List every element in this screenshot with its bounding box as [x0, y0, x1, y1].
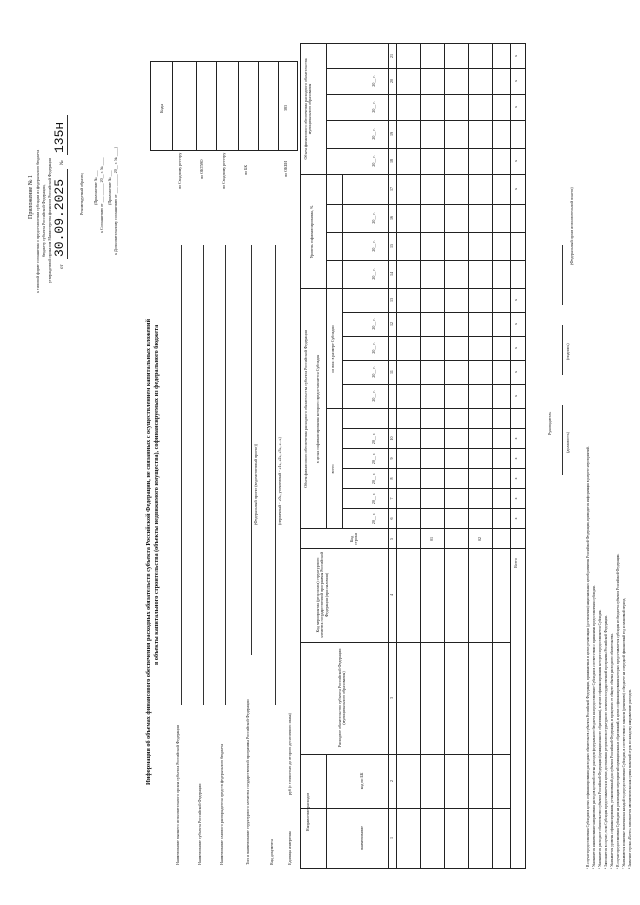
year-label: 20__ г.: [371, 472, 376, 485]
code-label-okei: по ОКЕИ: [283, 160, 288, 177]
unit-hint: руб (с точностью до второго десятичного знака): [287, 713, 292, 795]
order-no-label: №: [60, 160, 65, 165]
order-date: 30.09.2025: [52, 178, 67, 257]
footnote: ⁸ Значение строки «Всего» заполняется автоматически как сумма значений строк по каждому направлению расходов.: [628, 689, 632, 869]
form-title-line-1: Информация об объемах финансового обеспечения расходных обязательств субъекта Российской Федерации, не связанных с осуществлением капитальных вложений: [145, 318, 152, 785]
x-mark: x: [513, 395, 518, 397]
appendix-line-3: утвержденной приказом Министерства финансов Российской Федерации: [47, 158, 52, 283]
col-number: 17: [389, 187, 394, 191]
col-obligation: Расходное обязательство субъекта Российской Федерации (муниципального образования): [337, 648, 347, 748]
footnote: ⁷ Указываются плановые значения на каждый год предоставления Субсидии, в соответствии с законом (решением) о бюджете на очередной финансовый год и плановый период.: [622, 597, 626, 869]
code-label-oktmo: по ОКТМО: [199, 159, 204, 179]
field-label-subject: Наименование субъекта Российской Федерации: [197, 783, 202, 865]
col-including: в целях софинансирования которого предоставляется Субсидия: [315, 354, 320, 464]
field-label-exec-body: Наименование высшего исполнительного органа субъекта Российской Федерации: [175, 725, 180, 865]
col-subsidy: из них: в размере Субсидии: [330, 325, 335, 373]
col-program: Код мероприятия (результата) структурного элемента государственной программы Российской Федерации (при наличии): [315, 552, 329, 638]
x-mark: x: [513, 299, 518, 301]
form-title-line-2: в объекты капитального строительства (объекты недвижимого имущества), софинансируемых из федерального бюджета: [153, 324, 160, 665]
field-line-doc-type: [275, 245, 276, 705]
year-label: 20__ г.: [371, 212, 376, 224]
field-label-doc-type: Вид документа: [269, 839, 274, 865]
year-label: 20__ г.: [371, 101, 376, 113]
col-number: 1: [389, 837, 394, 839]
x-mark: x: [513, 160, 518, 162]
col-number: 20: [389, 79, 394, 83]
x-mark: x: [513, 457, 518, 460]
agreement-line: к Соглашению от ___ ______ 20__ г. № ____: [99, 157, 104, 233]
year-label: 20__ г.: [371, 240, 376, 252]
col-number: 16: [389, 216, 394, 220]
appendix-to-2: (Приложение № ___: [107, 170, 112, 205]
footnote: ² Указывается наименование направления расходов целевой статьи расходов федерального бюджета на предоставление Субсидии в соответствии с правилами предоставления субсидии.: [592, 585, 596, 869]
col-name: наименование: [359, 825, 364, 851]
year-label: 20__ г.: [371, 128, 376, 140]
row-code: 01: [429, 537, 434, 541]
col-number: 2: [389, 780, 394, 782]
appendix-to: (Приложение № ___: [93, 170, 98, 205]
col-number: 4: [389, 594, 394, 596]
col-number: 8: [389, 477, 394, 480]
col-number: 18: [389, 159, 394, 163]
footnote: ¹ В случае предоставления Субсидии в целях софинансирования расходных обязательств субъекта Российской Федерации, принимаемых в целях реализации (достижения) национальных целей развития Российской Федерации, приводится информация в разрезе мероприятий.: [586, 446, 590, 869]
x-mark: x: [513, 437, 518, 440]
footnote: ⁵ Указывается уровень софинансирования, установленный для субъекта Российской Федерации, в процентах от общего объема расходного обязательства.: [610, 633, 614, 869]
col-number: 3: [389, 697, 394, 699]
year-label: 20__ г.: [371, 432, 376, 445]
field-label-unit: Единица измерения: [287, 831, 292, 865]
x-mark: x: [513, 80, 518, 82]
leader-label: Руководитель: [547, 411, 552, 435]
addl-agreement-line: к Дополнительному соглашению от ___ ______ 20__ г. № ____): [113, 146, 118, 255]
field-label-program-element: Тип и наименование структурного элемента государственной программы Российской Федерации: [245, 699, 250, 865]
x-mark: x: [513, 477, 518, 480]
col-code-bk: код по БК: [359, 772, 364, 790]
year-label: 20__ г.: [371, 366, 376, 378]
col-number: 10: [389, 436, 394, 441]
year-label: 20__ г.: [371, 342, 376, 354]
code-label-bk: по БК: [243, 164, 248, 175]
appendix-line-2: бюджету субъекта Российской Федерации,: [41, 184, 46, 257]
col-number: 11: [389, 370, 394, 374]
code-label-registry: по Сводному реестру: [177, 152, 182, 189]
year-label: 20__ г.: [371, 452, 376, 465]
col-total-block: Объем финансового обеспечения расходного обязательства субъекта Российской Федерации: [303, 330, 308, 488]
appendix-title: Приложение № 1: [28, 175, 34, 219]
col-number: 9: [389, 457, 394, 460]
col-number: 21: [389, 54, 394, 58]
row-code: 02: [477, 537, 482, 541]
x-mark: x: [513, 55, 518, 57]
x-mark: x: [513, 323, 518, 325]
program-hint: (Федеральный проект (ведомственный проект)): [253, 443, 258, 525]
code-label-registry-2: по Сводному реестру: [221, 152, 226, 189]
col-number: 19: [389, 132, 394, 136]
x-mark: x: [513, 347, 518, 349]
codes-header: Коды: [159, 103, 164, 113]
x-mark: x: [513, 517, 518, 520]
x-mark: x: [513, 106, 518, 108]
field-line-subject: [203, 245, 204, 705]
col-own-funds: Объем финансового обеспечения расходного обязательства муниципального образования: [303, 58, 313, 160]
footnote: ⁶ В случае предоставления Субсидии на реализацию мероприятий муниципальных образований, в целях софинансирования которых предоставляется субсидия из бюджета субъекта Российской Федерации.: [616, 553, 620, 869]
col-number: 13: [389, 298, 394, 302]
field-line-main-manager: [225, 245, 226, 705]
field-label-main-manager: Наименование главного распорядителя средств федерального бюджета: [219, 743, 224, 865]
col-direction: Направление расходов: [305, 792, 310, 832]
appendix-line-1: к типовой форме соглашения о предоставлении субсидии из федерального бюджета: [35, 149, 40, 293]
position-label: (должность): [565, 432, 570, 453]
x-mark: x: [513, 497, 518, 500]
year-label: 20__ г.: [371, 318, 376, 330]
year-label: 20__ г.: [371, 492, 376, 505]
field-line-exec-body: [181, 245, 182, 705]
col-number: 15: [389, 244, 394, 248]
order-prefix: от: [60, 264, 65, 269]
signature-label: (подпись): [565, 343, 570, 360]
year-label: 20__ г.: [371, 512, 376, 525]
code-value-okei: 383: [283, 105, 288, 111]
x-mark: x: [513, 371, 518, 373]
col-line-code: Код строки: [349, 533, 359, 545]
year-label: 20__ г.: [371, 390, 376, 402]
col-total: всего: [330, 464, 335, 474]
official-hint: (Федеральный орган исполнительной власти): [569, 187, 574, 265]
field-line-program-element: [251, 245, 252, 655]
col-cofin-level: Уровень софинансирования, %: [309, 205, 314, 259]
year-label: 20__ г.: [371, 155, 376, 167]
year-label: 20__ г.: [371, 75, 376, 87]
col-number: 5: [389, 538, 394, 540]
col-number: 7: [389, 497, 394, 500]
row-total-label: Всего: [513, 558, 518, 568]
footnote: ³ Указывается расходное обязательство субъекта Российской Федерации (муниципального образования), в целях софинансирования которого предоставляется Субсидия.: [598, 609, 602, 869]
col-number: 14: [389, 272, 394, 276]
col-number: 12: [389, 322, 394, 326]
col-number: 6: [389, 517, 394, 520]
x-mark: x: [513, 188, 518, 190]
recommended-sample: Рекомендуемый образец: [79, 173, 84, 215]
footnote: ⁴ Заполняется в случае, если Субсидия предоставляется в целях достижения результатов структурного элемента государственной программы Российской Федерации.: [604, 615, 608, 869]
year-label: 20__ г.: [371, 268, 376, 280]
doc-type-hint: (первичный - «0», уточненный - «1», «2», «3», «...»): [277, 437, 282, 525]
order-number: 135н: [52, 121, 67, 153]
